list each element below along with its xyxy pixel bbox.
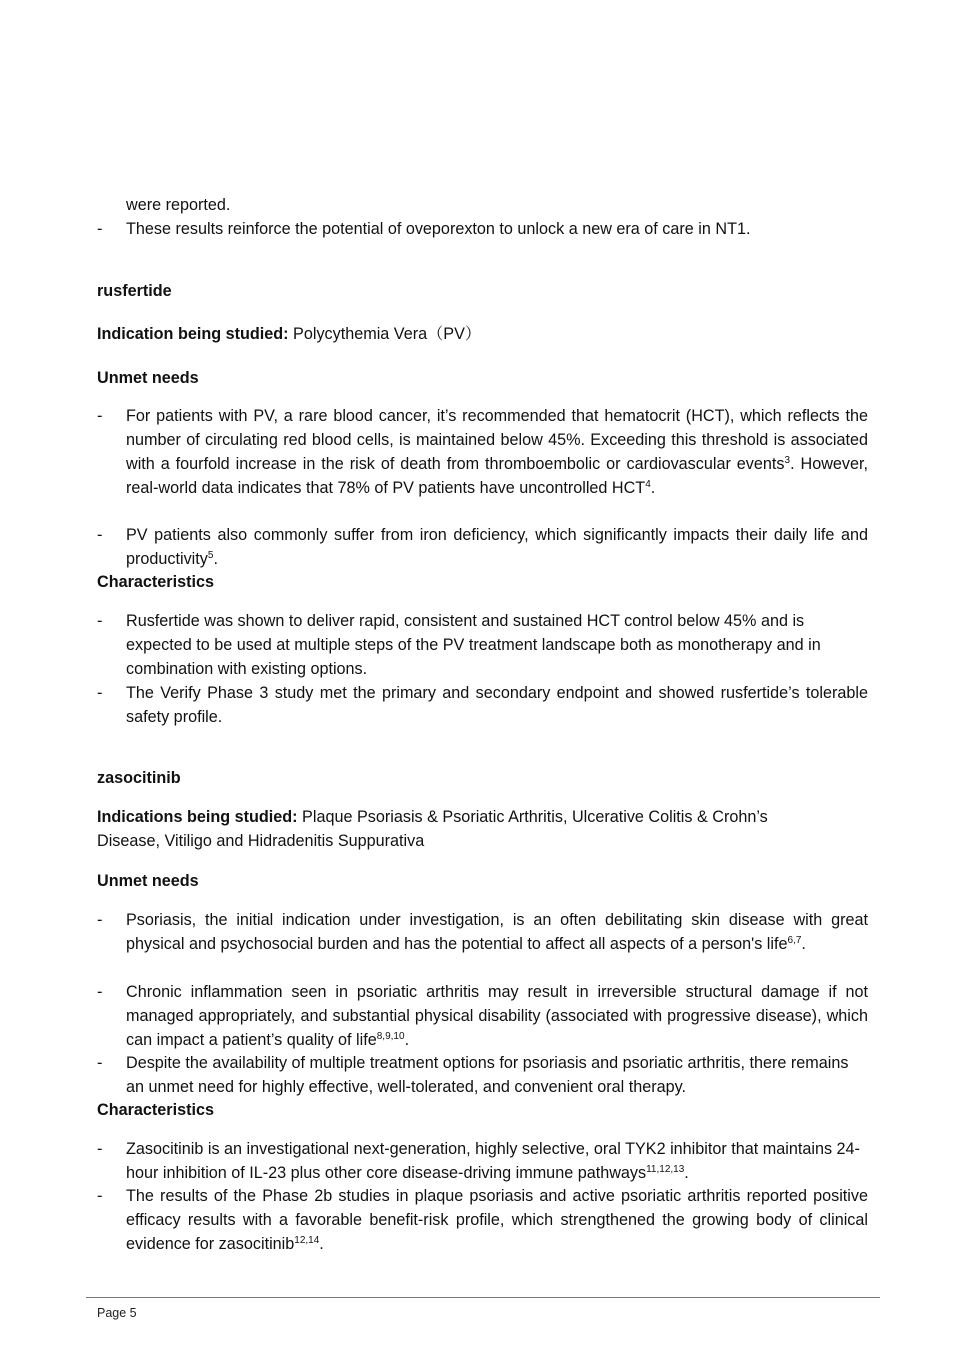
bullet-dash: - (97, 1140, 103, 1158)
drug-heading-rusfertide: rusfertide (97, 282, 172, 300)
bullet-text: Psoriasis, the initial indication under investigation, is an often debilitating skin disease with great physical and psychosocial burden and has the potential to affect all aspects of a person's life$^{6,7}$. (126, 911, 868, 953)
bullet-dash: - (97, 911, 103, 929)
bullet-dash: - (97, 220, 103, 238)
indication-line (97, 805, 827, 853)
bullet-dash: - (97, 983, 103, 1001)
bullet-item (97, 681, 868, 729)
characteristics-heading: Characteristics (97, 1101, 214, 1119)
bullet-item (97, 1184, 868, 1256)
indication-value: Plaque Psoriasis & Psoriatic Arthritis, Ulcerative Colitis & Crohn’s Disease, Vitiligo and Hidradenitis Suppurativa (97, 808, 768, 850)
bullet-item (97, 1051, 868, 1099)
bullet-text: Rusfertide was shown to deliver rapid, consistent and sustained HCT control below 45% and is expected to be used at multiple steps of the PV treatment landscape both as monotherapy and in combination with existing options. (126, 612, 821, 678)
indication-line (97, 322, 481, 346)
bullet-text: These results reinforce the potential of oveporexton to unlock a new era of care in NT1. (126, 220, 751, 238)
bullet-item (97, 523, 868, 571)
unmet-needs-heading: Unmet needs (97, 872, 199, 890)
characteristics-heading: Characteristics (97, 573, 214, 591)
indication-value: Polycythemia Vera（PV） (288, 325, 482, 343)
bullet-item (97, 908, 868, 956)
indication-label: Indication being studied: (97, 325, 289, 343)
indication-label: Indications being studied: (97, 808, 298, 826)
bullet-text: PV patients also commonly suffer from iron deficiency, which significantly impacts their daily life and productivity$^5$. (126, 526, 868, 568)
bullet-item (97, 1137, 868, 1185)
bullet-text: For patients with PV, a rare blood cancer, it’s recommended that hematocrit (HCT), which reflects the number of circulating red blood cells, is maintained below 45%. Exceeding this threshold is associated with a fourfold increase in the risk of death from thromboembolic or cardiovascular events$^3$. However, real-world data indicates that 78% of PV patients have uncontrolled HCT$^4$. (126, 407, 868, 497)
bullet-dash: - (97, 612, 103, 630)
bullet-dash: - (97, 407, 103, 425)
bullet-dash: - (97, 1054, 103, 1072)
continuation-fragment: were reported. (126, 196, 231, 214)
page-number: Page 5 (97, 1306, 137, 1320)
bullet-dash: - (97, 526, 103, 544)
bullet-item (97, 980, 868, 1052)
bullet-text: Zasocitinib is an investigational next-generation, highly selective, oral TYK2 inhibitor that maintains 24-hour inhibition of IL-23 plus other core disease-driving immune pathways$^{11,12,13}$. (126, 1140, 860, 1182)
bullet-dash: - (97, 684, 103, 702)
bullet-item (97, 609, 868, 681)
bullet-item (97, 217, 868, 241)
bullet-dash: - (97, 1187, 103, 1205)
bullet-text: Despite the availability of multiple treatment options for psoriasis and psoriatic arthritis, there remains an unmet need for highly effective, well-tolerated, and convenient oral therapy. (126, 1054, 849, 1096)
bullet-item (97, 404, 868, 500)
bullet-text: The results of the Phase 2b studies in plaque psoriasis and active psoriatic arthritis reported positive efficacy results with a favorable benefit-risk profile, which strengthened the growing body of clinical evidence for zasocitinib$^{12,14}$. (126, 1187, 868, 1253)
bullet-text: Chronic inflammation seen in psoriatic arthritis may result in irreversible structural damage if not managed appropriately, and substantial physical disability (associated with progressive disease), which can impact a patient’s quality of life$^{8,9,10}$. (126, 983, 868, 1049)
footer-divider (86, 1297, 880, 1298)
drug-heading-zasocitinib: zasocitinib (97, 769, 181, 787)
bullet-text: The Verify Phase 3 study met the primary and secondary endpoint and showed rusfertide’s tolerable safety profile. (126, 684, 868, 726)
unmet-needs-heading: Unmet needs (97, 369, 199, 387)
